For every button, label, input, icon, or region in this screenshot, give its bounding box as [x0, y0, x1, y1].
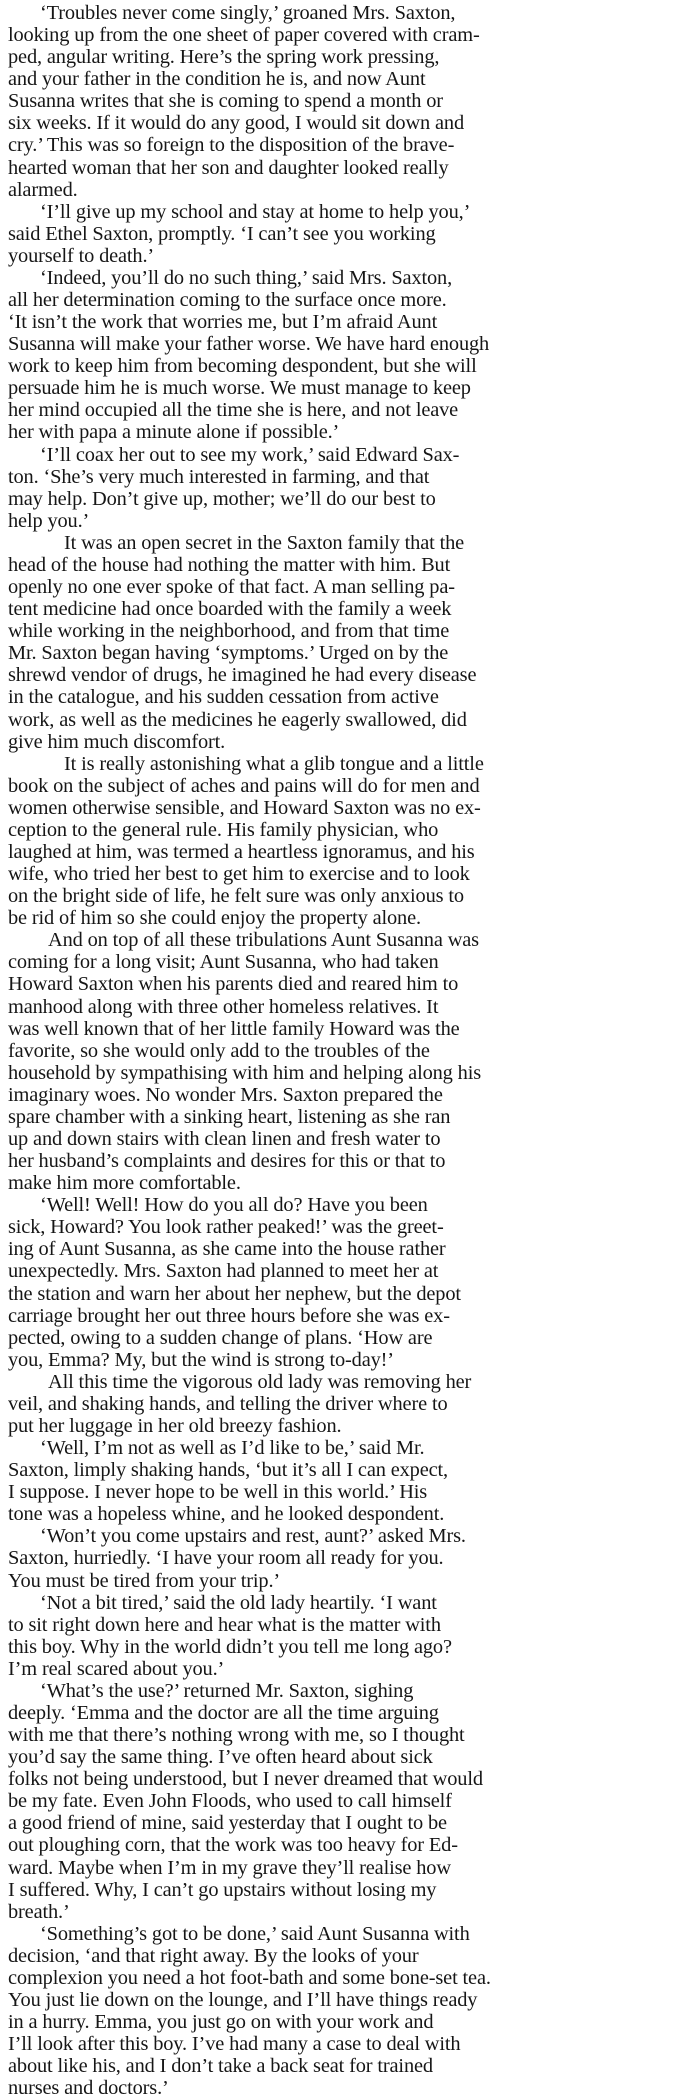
paragraph: ‘Well! Well! How do you all do? Have you been sick, Howard? You look rather peaked!’ was the greet- ing of Aunt Susanna, as she came into the house rather unexpectedly. Mrs. Saxton had planned to meet her at the station and warn her about her nephew, but the depot carriage brought her out three hours before she was ex- pected, owing to a sudden change of plans. ‘How are you, Emma? My, but the wind is strong to-day!’ — [8, 1194, 461, 1371]
paragraph: ‘I’ll coax her out to see my work,’ said Edward Sax- ton. ‘She’s very much interested in farming, and that may help. Don’t give up, mother; we’ll do our best to help you.’ — [8, 443, 460, 532]
paragraph: ‘I’ll give up my school and stay at home to help you,’ said Ethel Saxton, promptly. ‘I can’t see you working yourself to death.’ — [8, 200, 471, 267]
paragraph: ‘Well, I’m not as well as I’d like to be,’ said Mr. Saxton, limply shaking hands, ‘but it’s all I can expect, I suppose. I never hope to be well in this world.’ His tone was a hopeless whine, and he looked despondent. — [8, 1437, 448, 1526]
paragraph: ‘Troubles never come singly,’ groaned Mrs. Saxton, looking up from the one sheet of paper covered with cram- ped, angular writing. Here’s the spring work pressing, and your father in the condition he is, and now Aunt Susanna writes that she is coming to spend a month or six weeks. If it would do any good, I would sit down and cry.’ This was so foreign to the disposition of the brave- hearted woman that her son and daughter looked really alarmed. — [8, 2, 480, 201]
paragraph: ‘Something’s got to be done,’ said Aunt Susanna with decision, ‘and that right away. By the looks of your complexion you need a hot foot-bath and some bone-set tea. You just lie down on the lounge, and I’ll have things ready in a hurry. Emma, you just go on with your work and I’ll look after this boy. I’ve had many a case to deal with about like his, and I don’t take a back seat for trained nurses and doctors.’ — [8, 1922, 491, 2099]
paragraph: ‘Indeed, you’ll do no such thing,’ said Mrs. Saxton, all her determination coming to the surface once more. ‘It isn’t the work that worries me, but I’m afraid Aunt Susanna will make your father worse. We have hard enough work to keep him from becoming despondent, but she will persuade him he is much worse. We must manage to keep her mind occupied all the time she is here, and not leave her with papa a minute alone if possible.’ — [8, 266, 490, 444]
paragraph: ‘What’s the use?’ returned Mr. Saxton, sighing deeply. ‘Emma and the doctor are all the time arguing with me that there’s nothing wrong with me, so I thought you’d say the same thing. I’ve often heard about sick folks not being understood, but I never dreamed that would be my fate. Even John Floods, who used to call himself a good friend of mine, said yesterday that I ought to be out ploughing corn, that the work was too heavy for Ed- ward. Maybe when I’m in my grave they’ll realise how I suffered. Why, I can’t go upstairs without losing my breath.’ — [8, 1679, 483, 1923]
paragraph: It was an open secret in the Saxton family that the head of the house had nothing the matter with him. But openly no one ever spoke of that fact. A man selling pa- tent medicine had once boarded with the family a week while working in the neighborhood, and from that time Mr. Saxton began having ‘symptoms.’ Urged on by the shrewd vendor of drugs, he imagined he had every disease in the catalogue, and his sudden cessation from active work, as well as the medicines he eagerly swallowed, did give him much discomfort. — [8, 531, 477, 753]
paragraph: All this time the vigorous old lady was removing her veil, and shaking hands, and telling the driver where to put her luggage in her old breezy fashion. — [8, 1370, 472, 1437]
paragraph: ‘Not a bit tired,’ said the old lady heartily. ‘I want to sit right down here and hear what is the matter with this boy. Why in the world didn’t you tell me long ago? I’m real scared about you.’ — [8, 1591, 452, 1680]
paragraph: It is really astonishing what a glib tongue and a little book on the subject of aches and pains will do for men and women otherwise sensible, and Howard Saxton was no ex- ception to the general rule. His family physician, who laughed at him, was termed a heartless ignoramus, and his wife, who tried her best to get him to exercise and to look on the bright side of life, he felt sure was only anxious to be rid of him so she could enjoy the property alone. — [8, 752, 484, 930]
paragraph: ‘Won’t you come upstairs and rest, aunt?’ asked Mrs. Saxton, hurriedly. ‘I have your room all ready for you. You must be tired from your trip.’ — [8, 1525, 466, 1592]
paragraph: And on top of all these tribulations Aunt Susanna was coming for a long visit; Aunt Susanna, who had taken Howard Saxton when his parents died and reared him to manhood along with three other homeless relatives. It was well known that of her little family Howard was the favorite, so she would only add to the troubles of the household by sympathising with him and helping along his imaginary woes. No wonder Mrs. Saxton prepared the spare chamber with a sinking heart, listening as she ran up and down stairs with clean linen and fresh water to her husband’s complaints and desires for this or that to make him more comfortable. — [8, 929, 482, 1195]
